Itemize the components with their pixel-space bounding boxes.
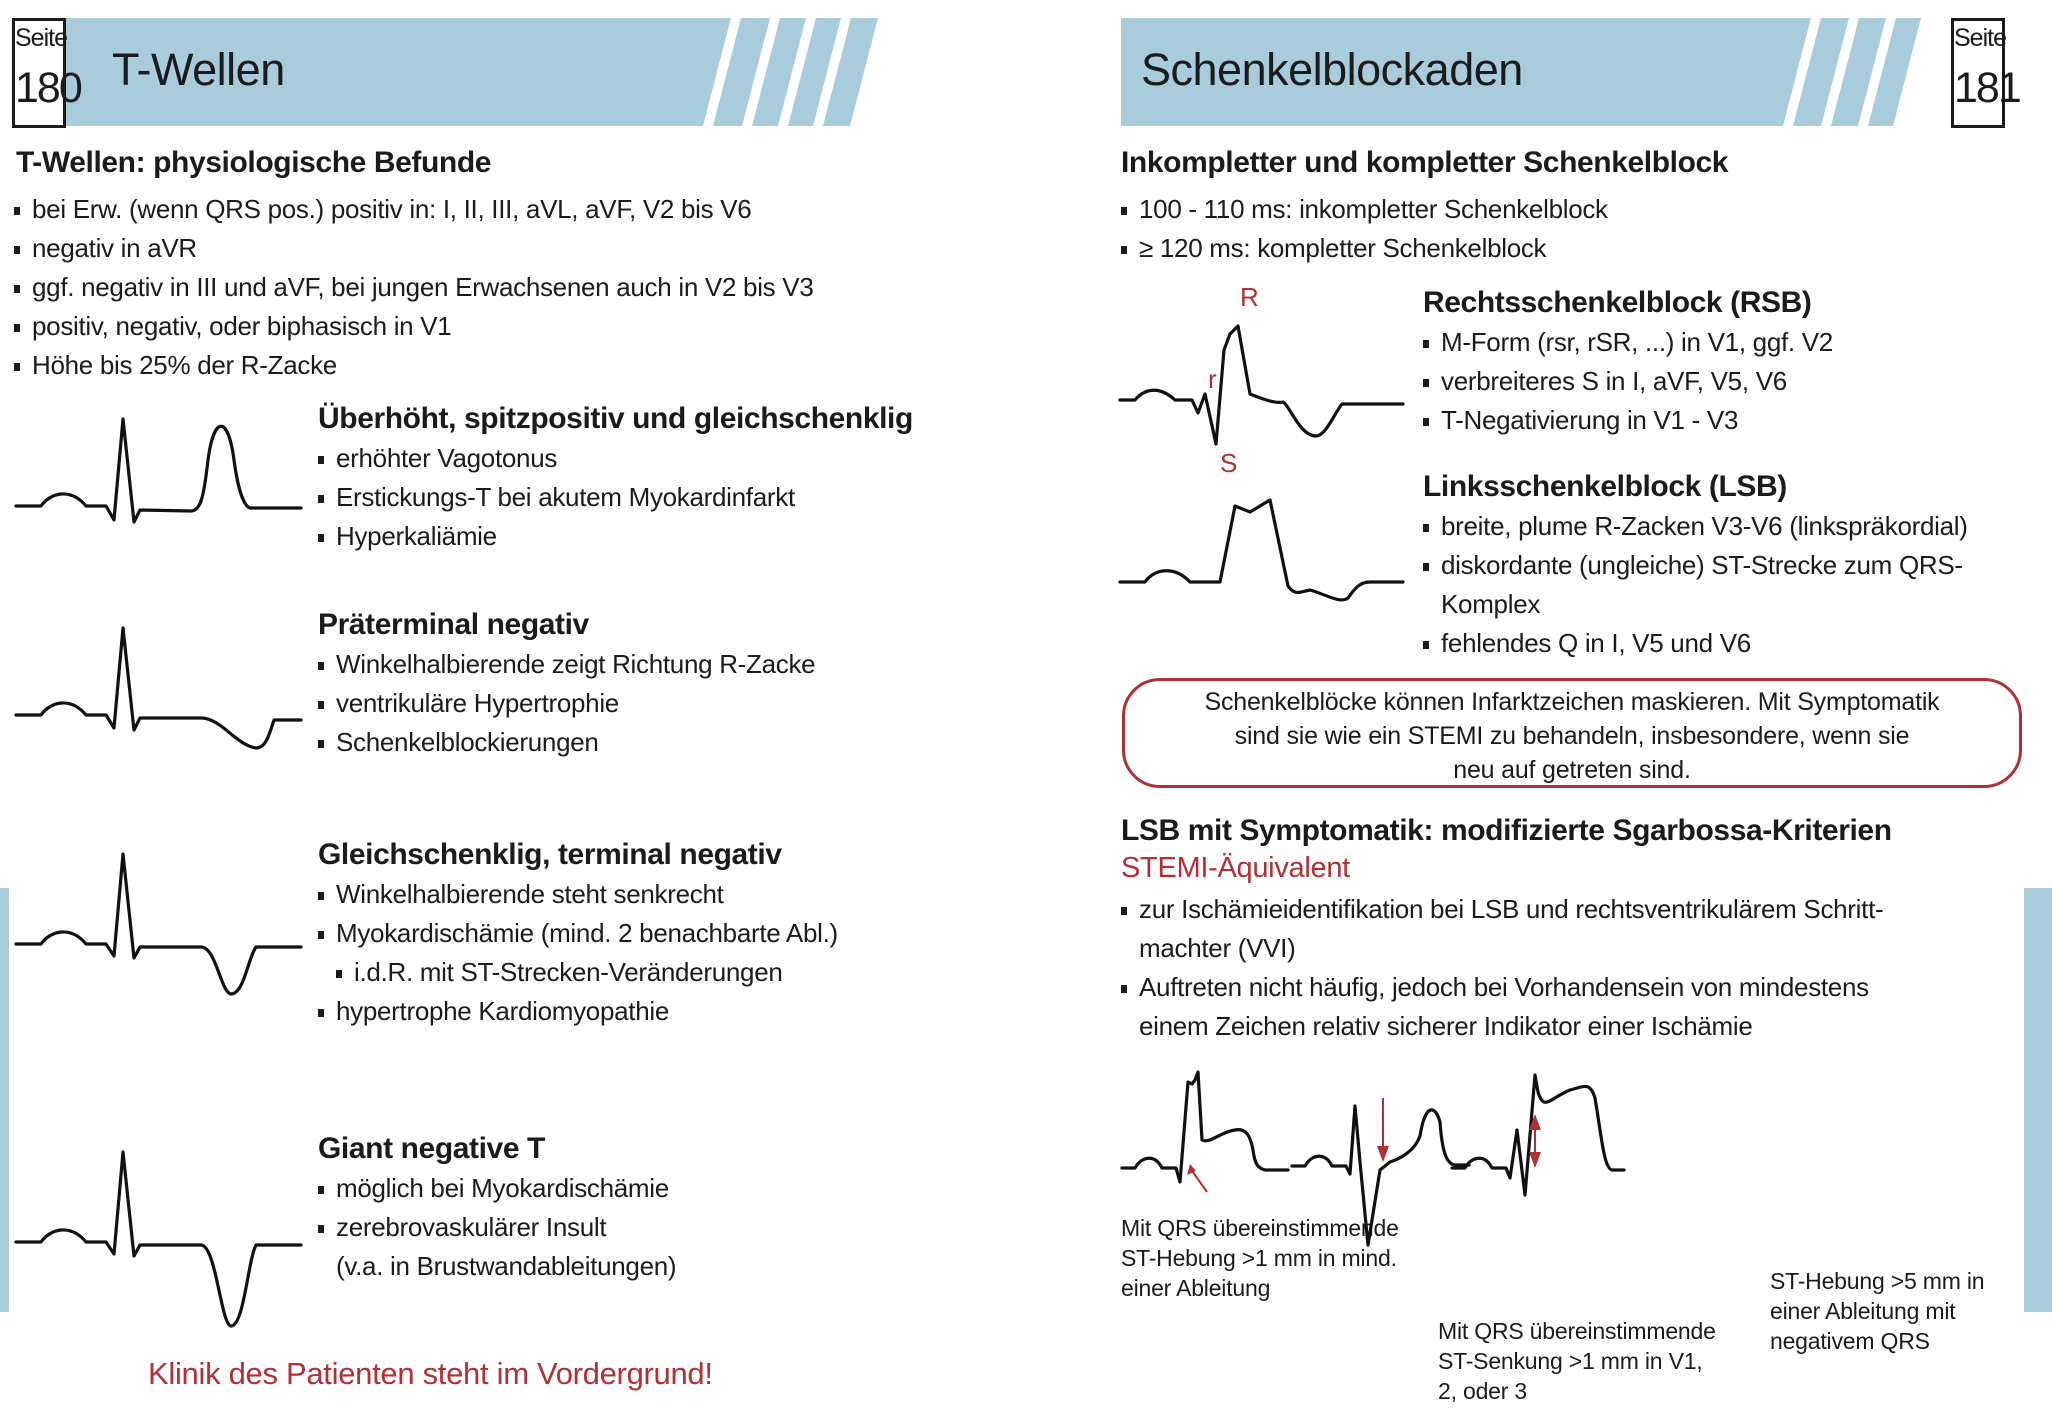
- sgarbossa-heading: LSB mit Symptomatik: modifizierte Sgarbossa-Kriterien: [1121, 814, 1892, 847]
- list-item-continuation: machter (VVI): [1139, 933, 1296, 963]
- list-item: Höhe bis 25% der R-Zacke: [12, 346, 814, 385]
- list-item: bei Erw. (wenn QRS pos.) positiv in: I, II, III, aVL, aVF, V2 bis V6: [12, 190, 814, 229]
- caption-line: ST-Senkung >1 mm in V1,: [1438, 1348, 1703, 1374]
- ecg-st-elevation-negative-qrs-icon: [1440, 1060, 1770, 1260]
- side-tab-right: [2024, 888, 2052, 1312]
- criterion-caption: [1438, 1316, 1716, 1406]
- list-item-continuation: Komplex: [1441, 589, 1541, 619]
- physiological-list: [12, 190, 814, 385]
- caption-line: einer Ableitung: [1121, 1275, 1271, 1301]
- rsb-list: [1421, 323, 1833, 440]
- caption-line: 2, oder 3: [1438, 1378, 1527, 1404]
- list-item: T-Negativierung in V1 - V3: [1421, 401, 1833, 440]
- warning-line: Schenkelblöcke können Infarktzeichen maskieren. Mit Symptomatik: [1204, 688, 1940, 716]
- list-item: zerebrovaskulärer Insult: [316, 1208, 676, 1247]
- lsb-heading: Linksschenkelblock (LSB): [1423, 470, 1787, 503]
- sgarbossa-list: [1119, 890, 1883, 1046]
- list-item: möglich bei Myokardischämie: [316, 1169, 676, 1208]
- list-item: 100 - 110 ms: inkompletter Schenkelblock: [1119, 190, 1608, 229]
- list-item: ≥ 120 ms: kompletter Schenkelblock: [1119, 229, 1608, 268]
- pattern-heading: Präterminal negativ: [318, 608, 589, 641]
- page-label: Seite: [1954, 24, 2006, 52]
- list-item: zur Ischämieidentifikation bei LSB und rechtsventrikulärem Schritt-: [1119, 890, 1883, 929]
- wave-label-S: S: [1220, 448, 1238, 478]
- wave-label-R: R: [1240, 282, 1259, 312]
- footer-note: Klinik des Patienten steht im Vordergrund!: [148, 1356, 713, 1391]
- list-item: ventrikuläre Hypertrophie: [316, 684, 815, 723]
- arrow-head-icon: [1529, 1152, 1541, 1168]
- warning-line: sind sie wie ein STEMI zu behandeln, insbesondere, wenn sie: [1234, 722, 1910, 750]
- list-item: Myokardischämie (mind. 2 benachbarte Abl.): [316, 914, 838, 953]
- side-tab-left: [0, 888, 9, 1312]
- page-number: 181: [1954, 64, 2020, 112]
- list-item: verbreiteres S in I, aVF, V5, V6: [1421, 362, 1833, 401]
- caption-line: ST-Hebung >1 mm in mind.: [1121, 1245, 1397, 1271]
- arrow-head-icon: [1377, 1146, 1389, 1162]
- list-item: hypertrophe Kardiomyopathie: [316, 992, 838, 1031]
- list-item: ggf. negativ in III und aVF, bei jungen Erwachsenen auch in V2 bis V3: [12, 268, 814, 307]
- ecg-symmetric-negative-t-wave-icon: [16, 848, 306, 1008]
- ecg-preterminal-negative-t-wave-icon: [16, 615, 306, 755]
- ecg-right-bundle-branch-block-icon: [1120, 276, 1410, 476]
- criterion-caption: [1770, 1266, 1984, 1356]
- sgarbossa-subheading: STEMI-Äquivalent: [1121, 852, 1350, 884]
- pattern-heading: Giant negative T: [318, 1132, 545, 1165]
- pattern-list: [316, 439, 795, 556]
- caption-line: Mit QRS übereinstimmende: [1121, 1215, 1399, 1241]
- caption-line: negativem QRS: [1770, 1328, 1930, 1354]
- pattern-heading: Überhöht, spitzpositiv und gleichschenklig: [318, 402, 913, 435]
- warning-line: neu auf getreten sind.: [1453, 756, 1691, 784]
- list-item-continuation: (v.a. in Brustwandableitungen): [336, 1251, 677, 1281]
- page-title-right: Schenkelblockaden: [1141, 44, 1523, 95]
- pattern-list: [316, 875, 838, 1031]
- caption-line: einer Ableitung mit: [1770, 1298, 1956, 1324]
- list-item-continuation: einem Zeichen relativ sicherer Indikator einer Ischämie: [1139, 1011, 1753, 1041]
- rsb-heading: Rechtsschenkelblock (RSB): [1423, 286, 1812, 319]
- page-number-box-left: [12, 18, 81, 128]
- list-item: diskordante (ungleiche) ST-Strecke zum QRS-: [1421, 546, 1968, 585]
- list-item: M-Form (rsr, rSR, ...) in V1, ggf. V2: [1421, 323, 1833, 362]
- section-heading-physiological: T-Wellen: physiologische Befunde: [16, 146, 492, 179]
- pattern-list: [316, 1169, 676, 1286]
- pattern-list: [316, 645, 815, 762]
- list-item: Winkelhalbierende steht senkrecht: [316, 875, 838, 914]
- block-list: [1119, 190, 1608, 268]
- list-item: erhöhter Vagotonus: [316, 439, 795, 478]
- ecg-left-bundle-branch-block-icon: [1120, 486, 1410, 616]
- list-item-nested: i.d.R. mit ST-Strecken-Veränderungen: [316, 953, 838, 992]
- list-item: Winkelhalbierende zeigt Richtung R-Zacke: [316, 645, 815, 684]
- warning-box: [1122, 678, 2022, 788]
- list-item: Hyperkaliämie: [316, 517, 795, 556]
- caption-line: Mit QRS übereinstimmende: [1438, 1318, 1716, 1344]
- wave-label-r: r: [1208, 364, 1217, 394]
- page-number-box-right: [1951, 18, 2020, 128]
- list-item: negativ in aVR: [12, 229, 814, 268]
- list-item: breite, plume R-Zacken V3-V6 (linkspräkordial): [1421, 507, 1968, 546]
- list-item: Schenkelblockierungen: [316, 723, 815, 762]
- page-title-left: T-Wellen: [112, 44, 285, 95]
- list-item: positiv, negativ, oder biphasisch in V1: [12, 307, 814, 346]
- lsb-list: [1421, 507, 1968, 663]
- list-item: fehlendes Q in I, V5 und V6: [1421, 624, 1968, 663]
- pattern-heading: Gleichschenklig, terminal negativ: [318, 838, 782, 871]
- page-label: Seite: [15, 24, 67, 52]
- ecg-tall-peaked-t-wave-icon: [16, 410, 306, 540]
- ecg-giant-negative-t-wave-icon: [16, 1120, 306, 1330]
- caption-line: ST-Hebung >5 mm in: [1770, 1268, 1985, 1294]
- list-item: Auftreten nicht häufig, jedoch bei Vorhandensein von mindestens: [1119, 968, 1883, 1007]
- section-heading-block: Inkompletter und kompletter Schenkelblock: [1121, 146, 1729, 179]
- page-number: 180: [15, 64, 81, 112]
- list-item: Erstickungs-T bei akutem Myokardinfarkt: [316, 478, 795, 517]
